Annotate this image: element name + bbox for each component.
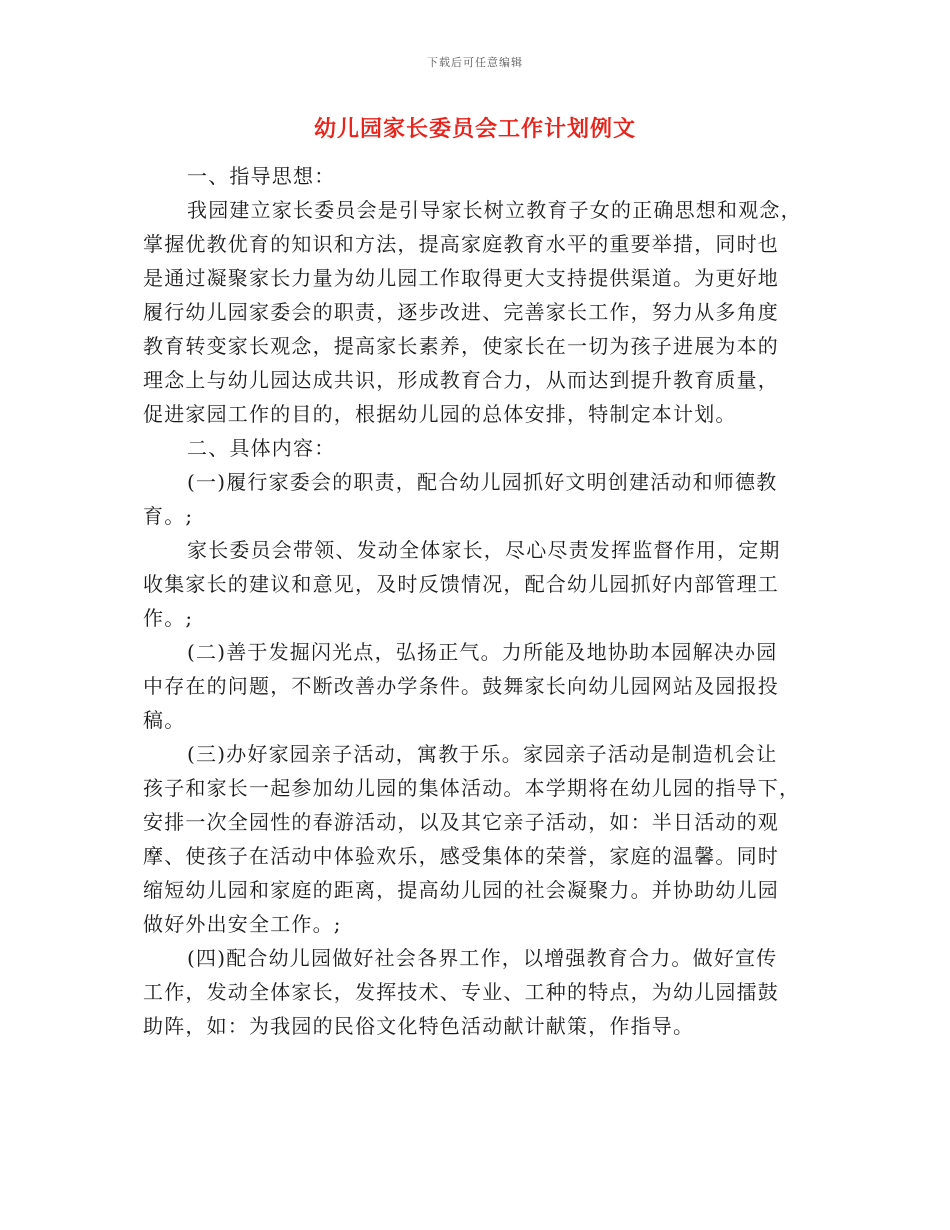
body-line: 摩、使孩子在活动中体验欢乐，感受集体的荣誉，家庭的温馨。同时 [143, 844, 779, 868]
body-line: 是通过凝聚家长力量为幼儿园工作取得更大支持提供渠道。为更好地 [143, 266, 779, 290]
body-line: 家长委员会带领、发动全体家长，尽心尽责发挥监督作用，定期 [187, 538, 781, 562]
body-line: 收集家长的建议和意见，及时反馈情况，配合幼儿园抓好内部管理工 [143, 572, 779, 596]
body-line: 育。; [143, 504, 194, 528]
body-line: 助阵，如：为我园的民俗文化特色活动献计献策，作指导。 [143, 1014, 695, 1038]
body-line: 做好外出安全工作。; [143, 912, 342, 936]
body-line: (四)配合幼儿园做好社会各界工作，以增强教育合力。做好宣传 [187, 946, 778, 970]
body-line: 一、指导思想： [187, 164, 336, 188]
body-line: 孩子和家长一起参加幼儿园的集体活动。本学期将在幼儿园的指导下， [143, 776, 801, 800]
document-title: 幼儿园家长委员会工作计划例文 [313, 117, 636, 142]
header-note: 下载后可任意编辑 [427, 56, 523, 69]
body-line: 我园建立家长委员会是引导家长树立教育子女的正确思想和观念， [187, 198, 802, 222]
body-line: 缩短幼儿园和家庭的距离，提高幼儿园的社会凝聚力。并协助幼儿园 [143, 878, 779, 902]
body-line: 工作，发动全体家长，发挥技术、专业、工种的特点，为幼儿园擂鼓 [143, 980, 779, 1004]
body-line: 掌握优教优育的知识和方法，提高家庭教育水平的重要举措，同时也 [143, 232, 779, 256]
body-line: 理念上与幼儿园达成共识，形成教育合力，从而达到提升教育质量， [143, 368, 779, 392]
body-line: 二、具体内容： [187, 436, 336, 460]
body-line: (一)履行家委会的职责，配合幼儿园抓好文明创建活动和师德教 [187, 470, 778, 494]
body-line: 中存在的问题，不断改善办学条件。鼓舞家长向幼儿园网站及园报投 [143, 674, 779, 698]
document-body [143, 159, 807, 1043]
body-line: 履行幼儿园家委会的职责，逐步改进、完善家长工作，努力从多角度 [143, 300, 779, 324]
body-line: 安排一次全园性的春游活动，以及其它亲子活动，如：半日活动的观 [143, 810, 779, 834]
body-line: (二)善于发掘闪光点，弘扬正气。力所能及地协助本园解决办园 [187, 640, 778, 664]
body-line: 促进家园工作的目的，根据幼儿园的总体安排，特制定本计划。 [143, 402, 737, 426]
body-line: 作。; [143, 606, 194, 630]
body-line: 教育转变家长观念，提高家长素养，使家长在一切为孩子进展为本的 [143, 334, 779, 358]
body-line: (三)办好家园亲子活动，寓教于乐。家园亲子活动是制造机会让 [187, 742, 778, 766]
body-line: 稿。 [143, 708, 186, 732]
